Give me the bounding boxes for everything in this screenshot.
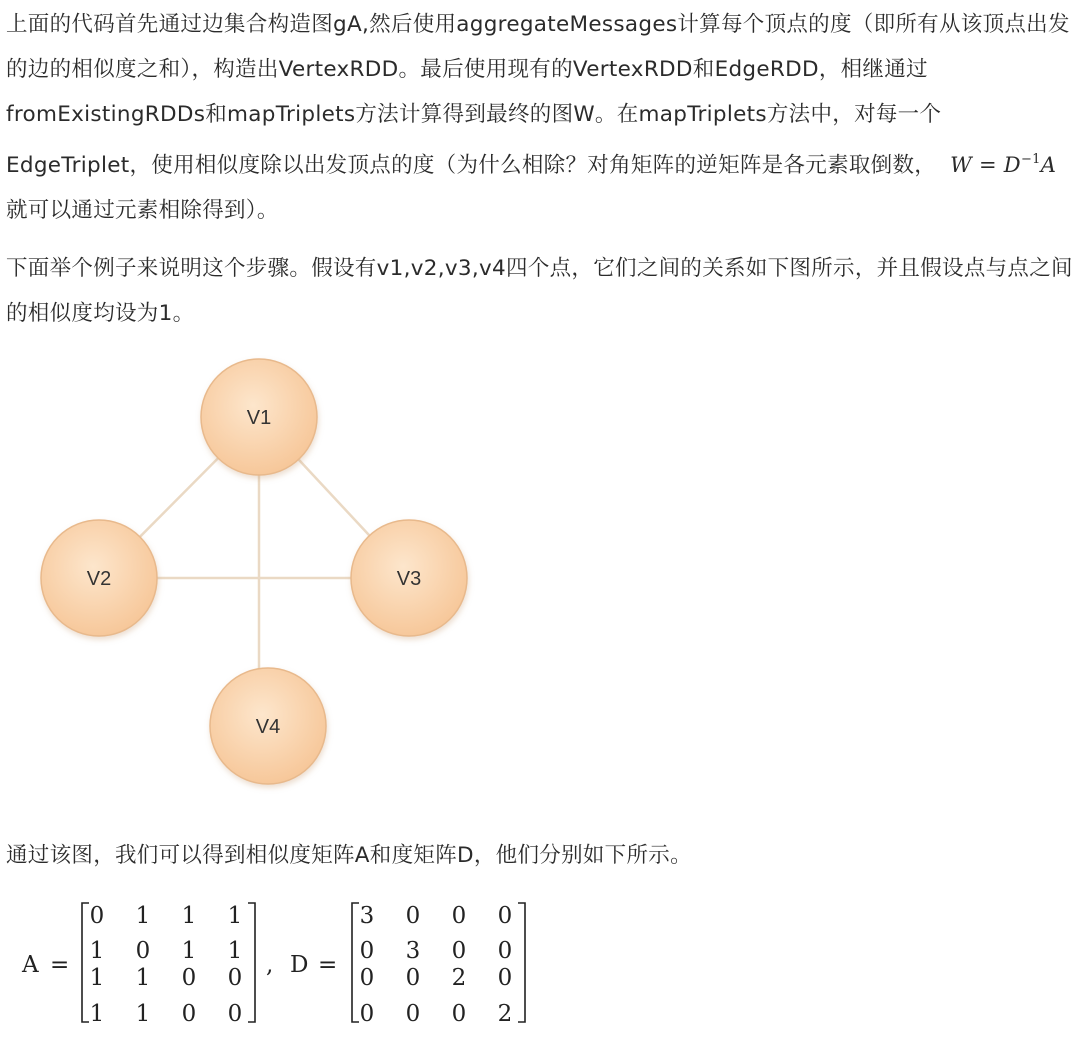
equals-sign: =: [50, 952, 70, 978]
matrix-cell: 1: [227, 903, 243, 929]
matrix-cell: 1: [227, 938, 243, 964]
matrix-cell: 0: [405, 903, 421, 929]
matrix-separator: ,: [266, 952, 274, 978]
inline-formula: [936, 153, 1066, 177]
matrix-bracket-left: [352, 903, 359, 1022]
matrix-bracket-right: [518, 903, 525, 1022]
matrix-cell: 0: [135, 938, 151, 964]
matrix-cell: 1: [135, 1001, 151, 1027]
matrix-cell: 2: [497, 1001, 513, 1027]
node-label: V4: [255, 716, 281, 738]
graph-nodes: [41, 359, 467, 784]
matrix-cell: 1: [135, 965, 151, 991]
matrix-cell: 1: [181, 903, 197, 929]
node-v3: [351, 520, 467, 636]
matrix-intro-paragraph: 通过该图，我们可以得到相似度矩阵A和度矩阵D，他们分别如下所示。: [6, 843, 692, 868]
matrix-cell: 2: [451, 965, 467, 991]
matrix-cell: 1: [89, 938, 105, 964]
matrix-cell: 1: [181, 938, 197, 964]
matrix-name-d: D: [290, 952, 309, 978]
equals-sign: =: [318, 952, 338, 978]
node-label: V1: [246, 407, 272, 429]
matrix-bracket-right: [248, 903, 255, 1022]
vertex-graph: [0, 340, 520, 800]
node-label: V3: [396, 568, 422, 590]
formula-rhs: A: [1040, 153, 1057, 177]
example-paragraph: 下面举个例子来说明这个步骤。假设有v1,v2,v3,v4四个点，它们之间的关系如下图所示，并且假设点与点之间的相似度均设为1。: [6, 256, 1073, 326]
matrix-cell: 0: [405, 1001, 421, 1027]
node-v4: [210, 668, 326, 784]
matrix-cell: 1: [89, 1001, 105, 1027]
node-label: V2: [86, 568, 112, 590]
node-v2: [41, 520, 157, 636]
matrix-cell: 0: [451, 1001, 467, 1027]
matrix-cell: 0: [181, 965, 197, 991]
formula-superscript: −1: [1020, 152, 1041, 167]
matrix-cell: 3: [359, 903, 375, 929]
intro-text-before-formula: 上面的代码首先通过边集合构造图gA,然后使用aggregateMessages计算每个顶点的度（即所有从该顶点出发的边的相似度之和），构造出VertexRDD。最后使用现有的VertexRDD和EdgeRDD，相继通过fromExistingRDDs和mapTriplets方法计算得到最终的图W。在mapTriplets方法中，对每一个EdgeTriplet，使用相似度除以出发顶点的度（为什么相除？对角矩阵的逆矩阵是各元素取倒数，: [6, 12, 1070, 178]
matrix-cell: 0: [497, 965, 513, 991]
matrix-cell: 3: [405, 938, 421, 964]
node-v1: [201, 359, 317, 475]
intro-text-after-formula: 就可以通过元素相除得到）。: [6, 198, 279, 223]
matrix-cell: 0: [359, 1001, 375, 1027]
formula-lhs: W = D: [950, 153, 1021, 177]
matrix-cell: 0: [497, 938, 513, 964]
matrix-cell: 0: [451, 938, 467, 964]
matrix-name-a: A: [22, 952, 39, 978]
matrix-cell: 0: [227, 1001, 243, 1027]
matrix-cell: 0: [451, 903, 467, 929]
matrix-cell: 1: [89, 965, 105, 991]
matrix-cell: 0: [89, 903, 105, 929]
matrix-cell: 0: [181, 1001, 197, 1027]
matrix-cell: 0: [405, 965, 421, 991]
matrix-cell: 0: [359, 965, 375, 991]
matrix-display: [0, 895, 600, 1035]
matrix-cell: 0: [359, 938, 375, 964]
intro-paragraph: [6, 2, 1074, 233]
matrix-cell: 0: [497, 903, 513, 929]
matrix-bracket-left: [82, 903, 89, 1022]
matrix-cell: 0: [227, 965, 243, 991]
matrix-cell: 1: [135, 903, 151, 929]
